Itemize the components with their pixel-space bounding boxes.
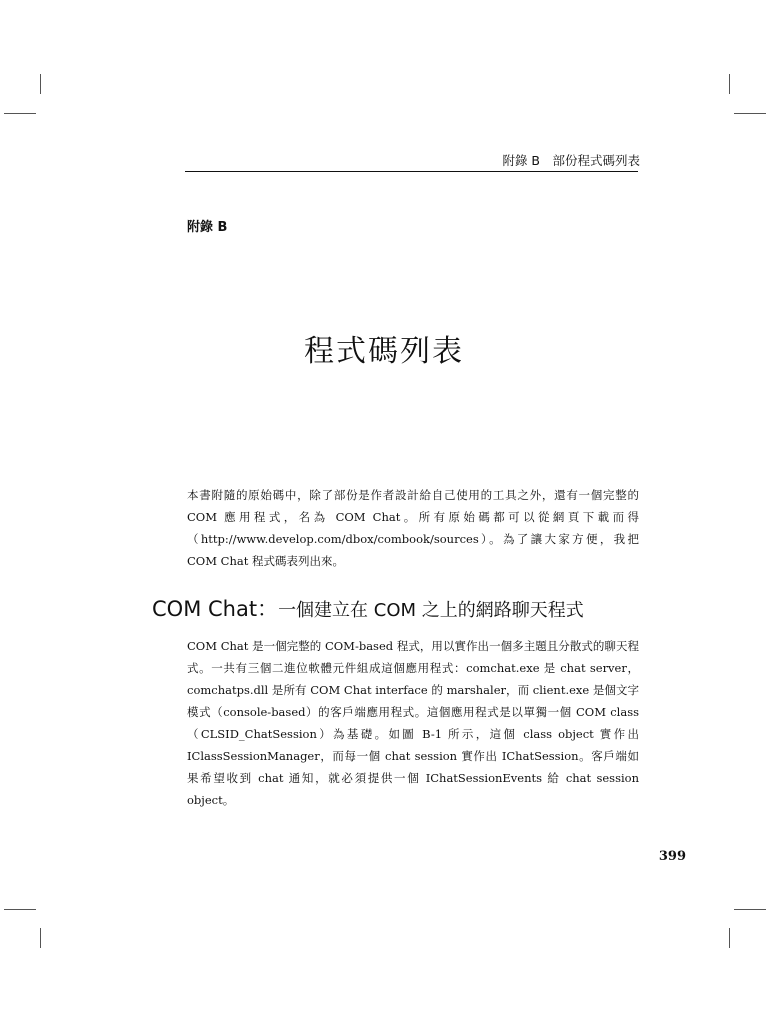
section-heading [152, 593, 752, 623]
page-title: 程式碼列表 [304, 334, 464, 369]
appendix-label: 附錄 B [187, 220, 228, 235]
crop-mark [729, 74, 730, 94]
section-heading-sub: 一個建立在 COM 之上的網路聊天程式 [278, 600, 584, 621]
running-header: 附錄 B 部份程式碼列表 [502, 153, 640, 168]
section-heading-main: COM Chat： [152, 597, 279, 621]
crop-mark [40, 928, 41, 948]
crop-mark [40, 74, 41, 94]
intro-paragraph [187, 484, 639, 572]
section-paragraph-text: COM Chat 是一個完整的 COM-based 程式，用以實作出一個多主題且分散式的聊天程式。一共有三個二進位軟體元件組成這個應用程式：comchat.exe 是 chat server，comchatps.dll 是所有 COM Chat interface 的 marshaler，而 client.exe 是個文字模式（console-based）的客戶端應用程式。這個應用程式是以單獨一個 COM class（CLSID_ChatSession）為基礎。如圖 B-1 所示，這個 class object 實作出 IClassSessionManager，而每一個 chat session 實作出 IChatSession。客戶端如果希望收到 chat 通知，就必須提供一個 IChatSessionEvents 給 chat session object。 [187, 639, 639, 807]
crop-mark [4, 113, 36, 114]
section-paragraph [187, 635, 639, 811]
crop-mark [734, 113, 766, 114]
crop-mark [734, 909, 766, 910]
crop-mark [729, 928, 730, 948]
header-rule [185, 171, 638, 172]
page-number: 399 [658, 849, 686, 864]
intro-paragraph-text: 本書附隨的原始碼中，除了部份是作者設計給自己使用的工具之外，還有一個完整的 COM 應用程式，名為 COM Chat。所有原始碼都可以從網頁下載而得（http://www.develop.com/dbox/combook/sources）。為了讓大家方便，我把 COM Chat 程式碼表列出來。 [187, 488, 639, 568]
crop-mark [4, 909, 36, 910]
